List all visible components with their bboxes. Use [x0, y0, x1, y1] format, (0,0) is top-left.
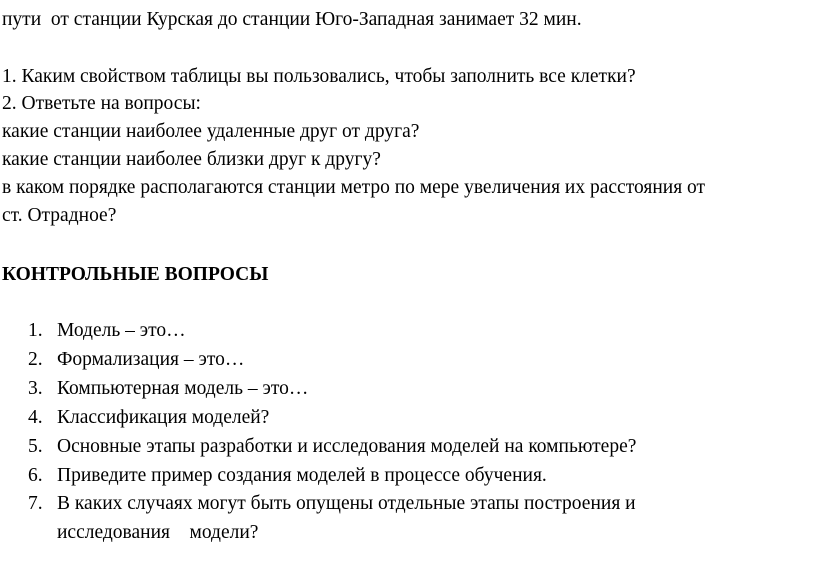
sub-question-2: какие станции наиболее близки друг к другу? — [2, 149, 381, 170]
list-item-text: В каких случаях могут быть опущены отдельные этапы построения и — [57, 493, 636, 514]
sub-question-1: какие станции наиболее удаленные друг от друга? — [2, 121, 420, 142]
list-item-number: 3. — [28, 378, 43, 399]
list-item-text: Классификация моделей? — [57, 407, 270, 428]
list-item-number: 2. — [28, 349, 43, 370]
list-item-number: 4. — [28, 407, 43, 428]
sub-question-3-continuation: ст. Отрадное? — [2, 205, 117, 226]
sub-question-3: в каком порядке располагаются станции метро по мере увеличения их расстояния от — [2, 177, 706, 198]
question-1: 1. Каким свойством таблицы вы пользовались, чтобы заполнить все клетки? — [2, 66, 636, 87]
list-item-number: 1. — [28, 320, 43, 341]
section-heading: КОНТРОЛЬНЫЕ ВОПРОСЫ — [2, 264, 269, 285]
list-item-number: 6. — [28, 465, 43, 486]
list-item-text-continuation: исследования модели? — [57, 522, 259, 543]
list-item-text: Модель – это… — [57, 320, 186, 341]
list-item-text: Формализация – это… — [57, 349, 245, 370]
list-item-number: 5. — [28, 436, 43, 457]
intro-line: пути от станции Курская до станции Юго-Западная занимает 32 мин. — [2, 9, 582, 30]
list-item-text: Компьютерная модель – это… — [57, 378, 309, 399]
list-item-text: Приведите пример создания моделей в процессе обучения. — [57, 465, 547, 486]
list-item-number: 7. — [28, 493, 43, 514]
list-item-text: Основные этапы разработки и исследования моделей на компьютере? — [57, 436, 637, 457]
question-2: 2. Ответьте на вопросы: — [2, 93, 201, 114]
